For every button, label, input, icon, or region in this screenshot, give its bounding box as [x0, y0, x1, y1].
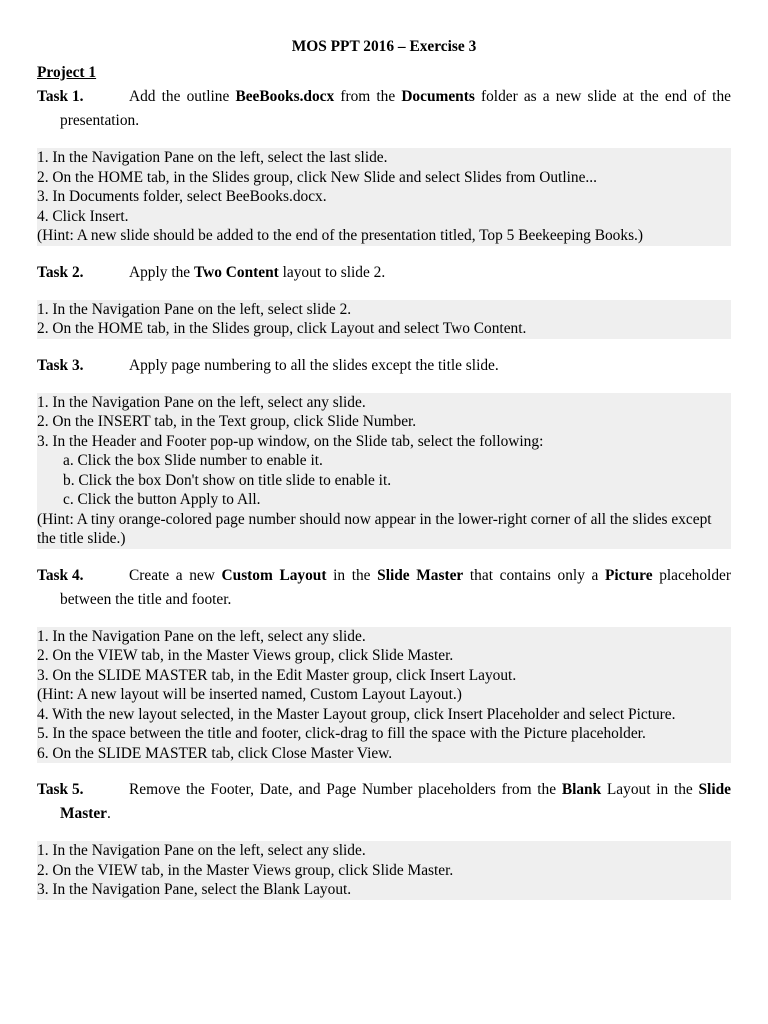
- document-page: [37, 36, 731, 915]
- sub-step: c. Click the button Apply to All.: [63, 491, 261, 508]
- step: 3. In the Header and Footer pop-up window, on the Slide tab, select the following:: [37, 432, 544, 450]
- task-4-steps: [37, 627, 731, 764]
- task-4-picture: Picture: [604, 566, 653, 584]
- task-1-text: from the: [334, 88, 402, 105]
- step: 1. In the Navigation Pane on the left, select any slide.: [37, 842, 366, 859]
- step: 6. On the SLIDE MASTER tab, click Close Master View.: [37, 744, 393, 762]
- step: 4. Click Insert.: [37, 207, 129, 225]
- hint: (Hint: A new slide should be added to the end of the presentation titled, Top 5 Beekeeping Books.): [37, 227, 644, 244]
- task-2-label: Task 2.: [37, 263, 84, 281]
- step: 2. On the VIEW tab, in the Master Views group, click Slide Master.: [37, 861, 454, 879]
- step: 2. On the HOME tab, in the Slides group, click Layout and select Two Content.: [37, 320, 527, 337]
- task-1-filename: BeeBooks.docx: [235, 88, 335, 105]
- task-1-text: folder as a new slide at the end of the presentation.: [60, 88, 731, 129]
- task-5-text: Remove the Footer, Date, and Page Number placeholders from the: [129, 781, 562, 798]
- task-2: [37, 261, 731, 285]
- task-4-label: Task 4.: [37, 566, 84, 584]
- task-5-text: Layout in the: [601, 781, 699, 798]
- sub-step: b. Click the box Don't show on title slide to enable it.: [63, 471, 392, 489]
- hint: (Hint: A tiny orange-colored page number should now appear in the lower-right corner of all the slides except the title slide.): [37, 510, 712, 547]
- step: 2. On the HOME tab, in the Slides group, click New Slide and select Slides from Outline...: [37, 168, 597, 186]
- task-3: [37, 354, 731, 378]
- task-5-slide-master: Slide Master: [60, 781, 731, 822]
- step: 3. In Documents folder, select BeeBooks.docx.: [37, 188, 327, 205]
- step: 1. In the Navigation Pane on the left, select the last slide.: [37, 149, 388, 166]
- step: 1. In the Navigation Pane on the left, select any slide.: [37, 627, 366, 645]
- hint: (Hint: A new layout will be inserted named, Custom Layout Layout.): [37, 686, 462, 703]
- task-1: [37, 85, 731, 133]
- step: 2. On the INSERT tab, in the Text group, click Slide Number.: [37, 413, 417, 430]
- task-4-text: Create a new: [129, 566, 222, 584]
- project-heading: Project 1: [37, 64, 97, 81]
- task-4-text: that contains only a: [463, 566, 605, 584]
- sub-step: a. Click the box Slide number to enable it.: [63, 452, 323, 469]
- step: 3. In the Navigation Pane, select the Blank Layout.: [37, 881, 352, 898]
- task-1-folder: Documents: [401, 88, 475, 105]
- task-1-label: Task 1.: [37, 88, 84, 105]
- task-5-label: Task 5.: [37, 781, 84, 798]
- task-5: [37, 778, 731, 826]
- task-3-label: Task 3.: [37, 356, 84, 374]
- step: 2. On the VIEW tab, in the Master Views group, click Slide Master.: [37, 647, 454, 664]
- task-2-text: Apply the: [129, 263, 194, 281]
- task-4-slide-master: Slide Master: [377, 566, 464, 584]
- task-4-text: placeholder between the title and footer.: [60, 566, 731, 608]
- task-5-steps: [37, 841, 731, 900]
- step: 1. In the Navigation Pane on the left, select slide 2.: [37, 300, 352, 318]
- task-3-steps: [37, 393, 731, 549]
- task-3-text: Apply page numbering to all the slides except the title slide.: [129, 356, 499, 374]
- task-5-text: .: [107, 805, 111, 822]
- task-4-custom-layout: Custom Layout: [221, 566, 327, 584]
- task-2-layout: Two Content: [193, 263, 279, 281]
- step: 4. With the new layout selected, in the Master Layout group, click Insert Placeholder and select Picture.: [37, 705, 676, 723]
- step: 5. In the space between the title and footer, click-drag to fill the space with the Picture placeholder.: [37, 725, 646, 742]
- task-2-text: layout to slide 2.: [278, 263, 386, 281]
- task-5-blank: Blank: [561, 781, 602, 798]
- task-2-steps: [37, 300, 731, 339]
- document-title: MOS PPT 2016 – Exercise 3: [291, 38, 477, 55]
- step: 1. In the Navigation Pane on the left, select any slide.: [37, 393, 366, 411]
- task-1-text: Add the outline: [129, 88, 236, 105]
- task-1-steps: [37, 148, 731, 246]
- task-4: [37, 564, 731, 612]
- task-4-text: in the: [326, 566, 378, 584]
- step: 3. On the SLIDE MASTER tab, in the Edit Master group, click Insert Layout.: [37, 666, 517, 684]
